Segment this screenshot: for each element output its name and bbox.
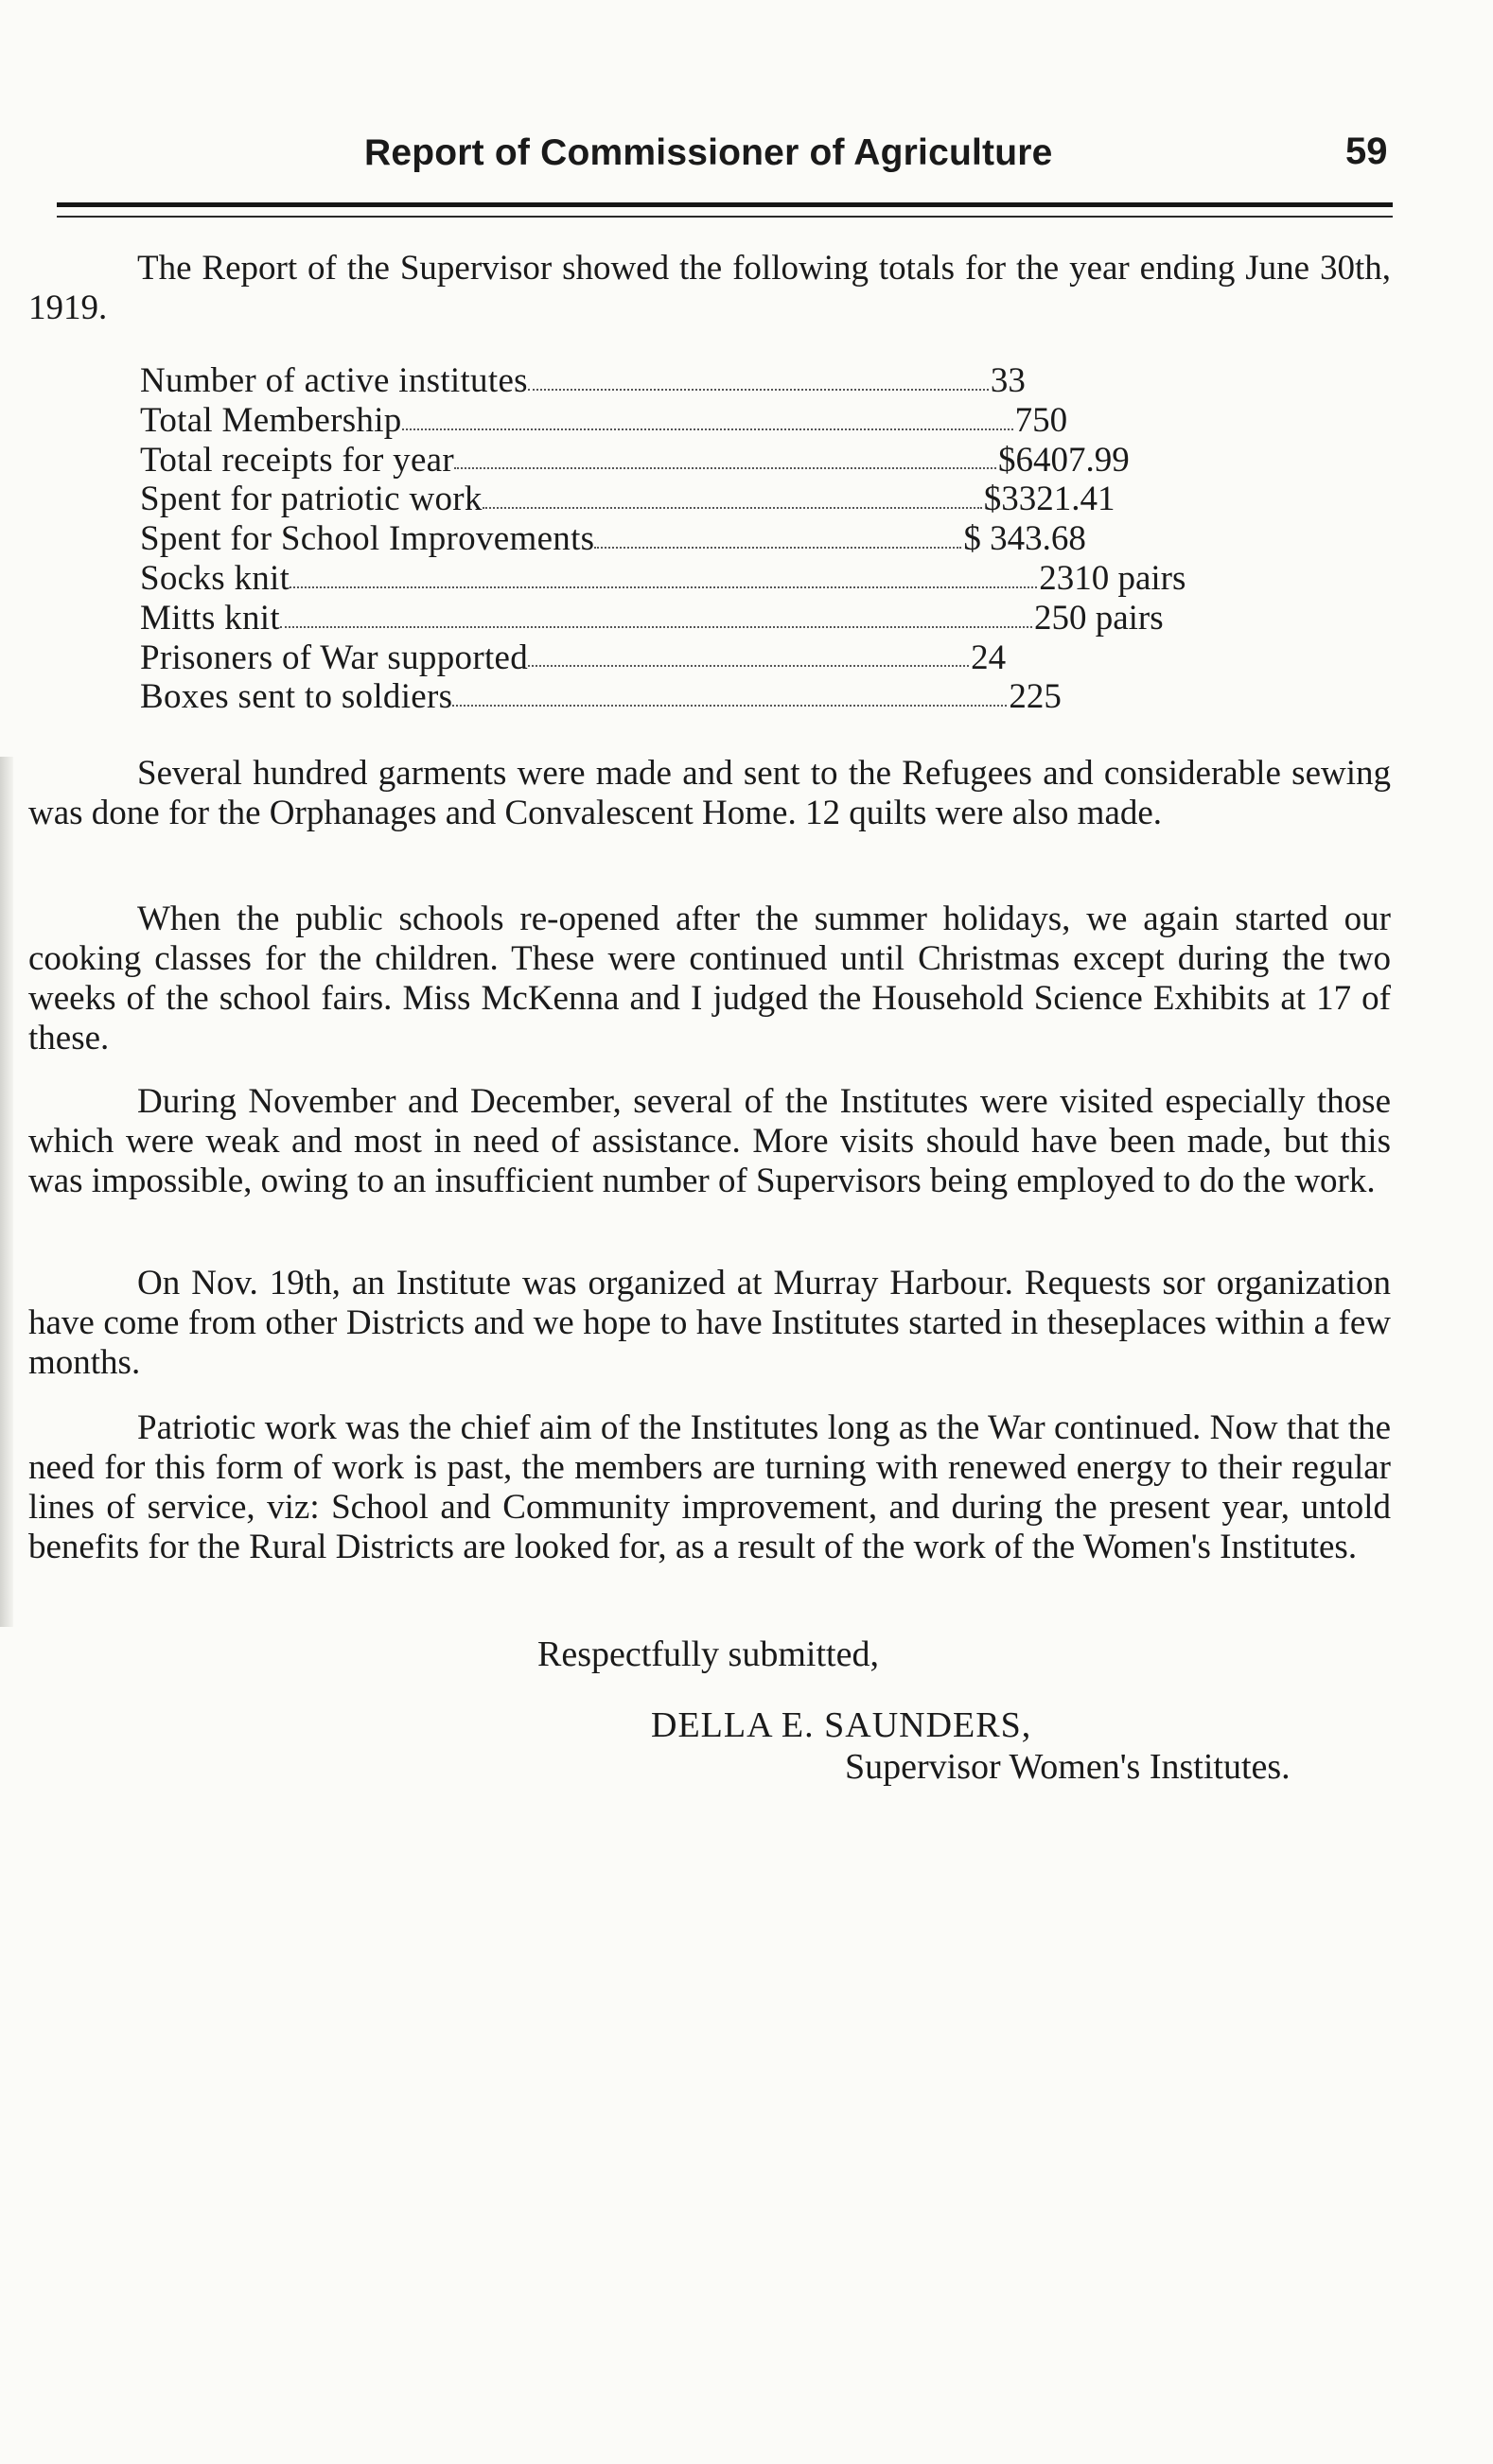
totals-label: Total Membership — [140, 400, 402, 440]
header-rule-thick — [57, 202, 1393, 207]
totals-row — [140, 518, 1256, 558]
closing-line: Respectfully submitted, — [537, 1634, 879, 1674]
page-number: 59 — [1345, 131, 1388, 172]
leader-dots — [594, 547, 961, 549]
totals-row — [140, 360, 1256, 400]
totals-value: $ 343.68 — [963, 519, 1086, 559]
totals-label: Total receipts for year — [140, 440, 455, 480]
body-paragraph: Several hundred garments were made and sent to the Refugees and considerable sewing was done for the Orphanages and Convalescent Home. 12 quilts were also made. — [28, 754, 1391, 832]
totals-value: 225 — [1009, 677, 1062, 717]
body-paragraph: On Nov. 19th, an Institute was organized at Murray Harbour. Requests sor organization have come from other Districts and we hope to have Institutes started in theseplaces within a few months. — [28, 1264, 1391, 1382]
leader-dots — [402, 428, 1013, 430]
totals-label: Number of active institutes — [140, 361, 528, 400]
totals-row — [140, 400, 1256, 440]
totals-label: Socks knit — [140, 558, 290, 598]
totals-row — [140, 638, 1256, 677]
header-rule-thin — [57, 216, 1393, 218]
leader-dots — [528, 389, 989, 391]
totals-row — [140, 676, 1256, 716]
leader-dots — [454, 467, 996, 469]
totals-value: 250 pairs — [1033, 598, 1164, 638]
leader-dots — [290, 586, 1037, 588]
totals-label: Boxes sent to soldiers — [140, 677, 453, 717]
body-paragraph: Patriotic work was the chief aim of the Institutes long as the War continued. Now that the need for this form of work is past, the members are turning with renewed energy to their regular lines of service, viz: School and Community improvement, and during the present year, untold benefits for the Rural Districts are looked for, as a result of the work of the Women's Institutes. — [28, 1408, 1391, 1566]
totals-value: $6407.99 — [998, 440, 1130, 480]
running-header-title: Report of Commissioner of Agriculture — [364, 132, 1053, 173]
intro-paragraph: The Report of the Supervisor showed the following totals for the year ending June 30th, 1919. — [28, 249, 1391, 327]
signer-title: Supervisor Women's Institutes. — [845, 1747, 1291, 1787]
leader-dots — [452, 705, 1007, 707]
totals-table — [140, 360, 1256, 716]
binding-shadow — [0, 757, 13, 1627]
totals-label: Spent for School Improvements — [140, 519, 595, 559]
totals-row — [140, 598, 1256, 638]
totals-label: Prisoners of War supported — [140, 638, 529, 677]
totals-value: 24 — [971, 638, 1007, 677]
totals-row — [140, 440, 1256, 480]
totals-value: 750 — [1014, 400, 1068, 440]
signer-name: DELLA E. SAUNDERS, — [651, 1705, 1032, 1745]
body-paragraph: When the public schools re-opened after the summer holidays, we again started our cooking classes for the children. These were continued until Christmas except during the two weeks of the school fairs. Miss McKenna and I judged the Household Science Exhibits at 17 of these. — [28, 900, 1391, 1057]
totals-label: Spent for patriotic work — [140, 480, 483, 519]
totals-row — [140, 558, 1256, 598]
totals-value: $3321.41 — [983, 480, 1115, 519]
body-paragraph: During November and December, several of the Institutes were visited especially those which were weak and most in need of assistance. More visits should have been made, but this was impossible, owing to an insufficient number of Supervisors being employed to do the work. — [28, 1082, 1391, 1200]
totals-row — [140, 479, 1256, 518]
leader-dots — [483, 507, 982, 509]
totals-value: 33 — [990, 361, 1026, 400]
totals-value: 2310 pairs — [1039, 558, 1186, 598]
leader-dots — [280, 626, 1032, 628]
leader-dots — [528, 665, 969, 667]
totals-label: Mitts knit — [140, 598, 280, 638]
